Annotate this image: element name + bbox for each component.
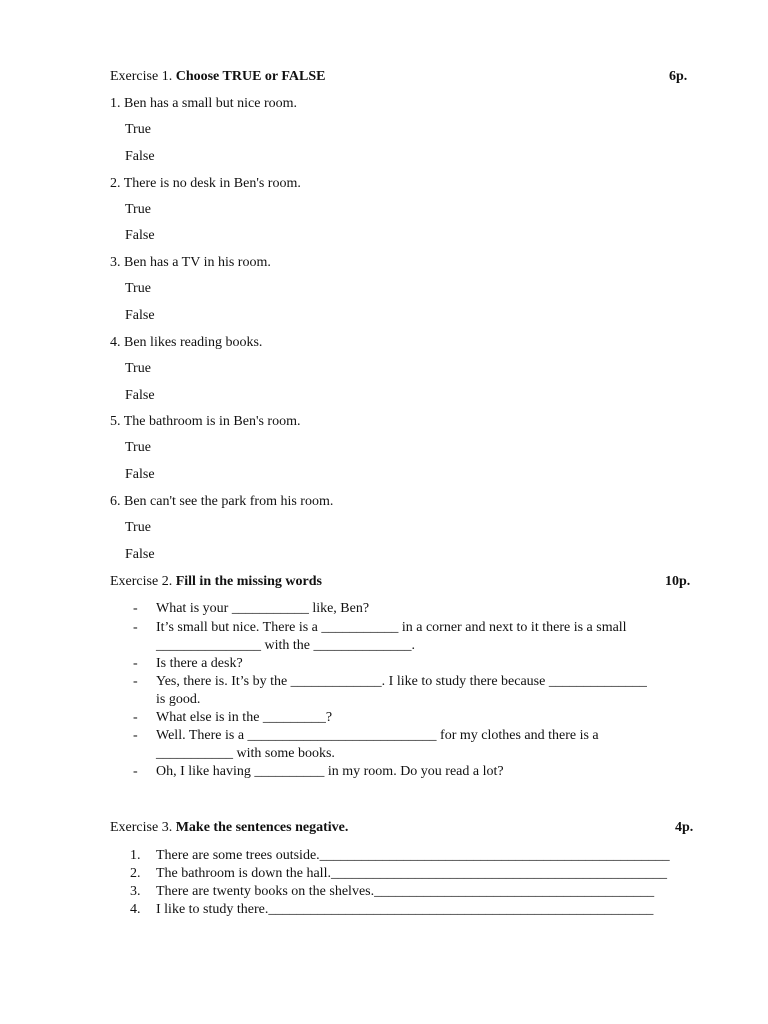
exercise-1-heading (110, 69, 325, 85)
exercise-1-prefix: Exercise 1. (110, 69, 176, 84)
dialogue-bullet: - (133, 674, 138, 689)
exercise-2-prefix: Exercise 2. (110, 574, 176, 589)
question-6-option-true[interactable]: True (125, 520, 151, 535)
question-3-option-false[interactable]: False (125, 308, 155, 323)
question-5: 5. The bathroom is in Ben's room. (110, 414, 301, 429)
exercise-1-points: 6p. (669, 69, 688, 84)
question-6-option-false[interactable]: False (125, 547, 155, 562)
dialogue-line-3: Is there a desk? (156, 656, 243, 671)
exercise-1-title: Choose TRUE or FALSE (175, 69, 326, 84)
dialogue-bullet: - (133, 601, 138, 616)
exercise-3-title: Make the sentences negative. (175, 820, 349, 835)
dialogue-line-4: Yes, there is. It’s by the _____________. I like to study there because ______________ (156, 674, 647, 689)
exercise-2-title: Fill in the missing words (175, 574, 322, 589)
sentence-2: The bathroom is down the hall.________________________________________________ (156, 866, 667, 881)
question-5-option-true[interactable]: True (125, 440, 151, 455)
question-2: 2. There is no desk in Ben's room. (110, 176, 301, 191)
exercise-2-heading (110, 574, 322, 590)
question-1-option-true[interactable]: True (125, 122, 151, 137)
question-4-option-true[interactable]: True (125, 361, 151, 376)
sentence-1: There are some trees outside.__________________________________________________ (156, 848, 670, 863)
sentence-number: 4. (130, 902, 141, 917)
dialogue-line-1: What is your ___________ like, Ben? (156, 601, 370, 616)
question-4: 4. Ben likes reading books. (110, 335, 263, 350)
dialogue-bullet: - (133, 728, 138, 743)
exercise-3-points: 4p. (675, 820, 694, 835)
question-4-option-false[interactable]: False (125, 388, 155, 403)
sentence-3: There are twenty books on the shelves.________________________________________ (156, 884, 655, 899)
sentence-number: 1. (130, 848, 141, 863)
question-5-option-false[interactable]: False (125, 467, 155, 482)
question-6: 6. Ben can't see the park from his room. (110, 494, 334, 509)
question-3: 3. Ben has a TV in his room. (110, 255, 271, 270)
dialogue-line-2-cont: _______________ with the ______________. (156, 638, 415, 653)
question-1: 1. Ben has a small but nice room. (110, 96, 298, 111)
question-2-option-true[interactable]: True (125, 202, 151, 217)
exercise-2-points: 10p. (665, 574, 691, 589)
question-3-option-true[interactable]: True (125, 281, 151, 296)
dialogue-bullet: - (133, 710, 138, 725)
exercise-3-heading (110, 820, 348, 836)
sentence-4: I like to study there._______________________________________________________ (156, 902, 654, 917)
sentence-number: 2. (130, 866, 141, 881)
dialogue-line-6: Well. There is a ___________________________ for my clothes and there is a (156, 728, 599, 743)
dialogue-line-2: It’s small but nice. There is a ___________ in a corner and next to it there is a small (156, 620, 627, 635)
sentence-number: 3. (130, 884, 141, 899)
dialogue-bullet: - (133, 764, 138, 779)
exercise-3-prefix: Exercise 3. (110, 820, 176, 835)
dialogue-line-7: Oh, I like having __________ in my room. Do you read a lot? (156, 764, 504, 779)
dialogue-line-6-cont: ___________ with some books. (156, 746, 335, 761)
dialogue-line-4-cont: is good. (156, 692, 201, 707)
dialogue-bullet: - (133, 620, 138, 635)
question-2-option-false[interactable]: False (125, 228, 155, 243)
dialogue-line-5: What else is in the _________? (156, 710, 333, 725)
question-1-option-false[interactable]: False (125, 149, 155, 164)
dialogue-bullet: - (133, 656, 138, 671)
